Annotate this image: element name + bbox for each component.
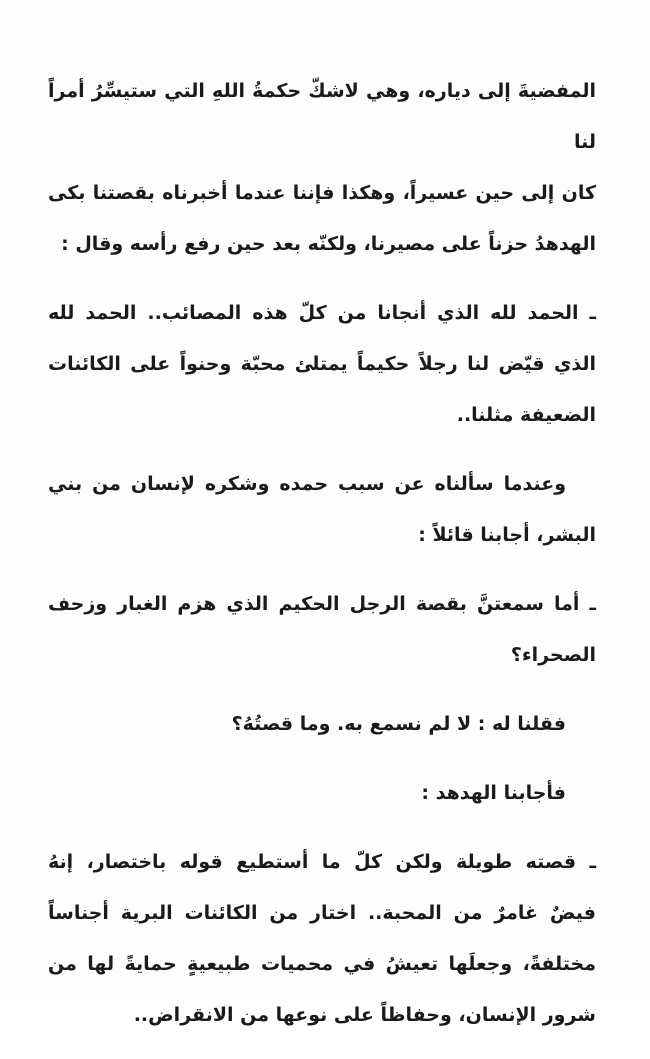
paragraph-1: [48, 66, 596, 270]
text-line: ـ قصته طويلة ولكن كلّ ما أستطيع قوله باختصار، إنهُ: [48, 851, 596, 873]
text-line: فأجابنا الهدهد :: [421, 782, 566, 804]
text-line: المفضيةَ إلى دياره، وهي لاشكّ حكمةُ اللهِ التي ستيسِّرُ أمراً لنا: [48, 80, 596, 153]
text-line: ـ الحمد لله الذي أنجانا من كلّ هذه المصائب.. الحمد لله: [48, 302, 596, 324]
text-line: الصحراء؟: [510, 644, 596, 666]
text-line: كان إلى حين عسيراً، وهكذا فإننا عندما أخبرناه بقصتنا بكى: [48, 182, 596, 204]
text-line: الضعيفة مثلنا..: [456, 404, 596, 426]
text-line: فقلنا له : لا لم نسمع به. وما قصتُهُ؟: [231, 713, 566, 735]
text-line: الهدهدُ حزناً على مصيرنا، ولكنّه بعد حين رفع رأسه وقال :: [61, 233, 596, 255]
text-line: ـ أما سمعتنَّ بقصة الرجل الحكيم الذي هزم الغبار وزحف: [48, 593, 596, 615]
page-text: [48, 66, 596, 1059]
paragraph-4: [48, 579, 596, 681]
paragraph-7: [48, 837, 596, 1041]
text-line: الذي قيّض لنا رجلاً حكيماً يمتلئ محبّة وحنواً على الكائنات: [48, 353, 596, 375]
text-line: مختلفةً، وجعلَها تعيشُ في محميات طبيعيةٍ حمايةً لها من: [48, 953, 596, 975]
paragraph-5: [48, 699, 596, 750]
paragraph-3: [48, 459, 596, 561]
text-line: شرور الإنسان، وحفاظاً على نوعها من الانقراض..: [133, 1004, 596, 1026]
text-line: البشر، أجابنا قائلاً :: [418, 524, 596, 546]
paragraph-6: [48, 768, 596, 819]
paragraph-2: [48, 288, 596, 441]
text-line: وعندما سألناه عن سبب حمده وشكره لإنسان من بني: [48, 473, 566, 495]
text-line: فيضٌ غامرٌ من المحبة.. اختار من الكائنات البرية أجناساً: [48, 902, 596, 924]
